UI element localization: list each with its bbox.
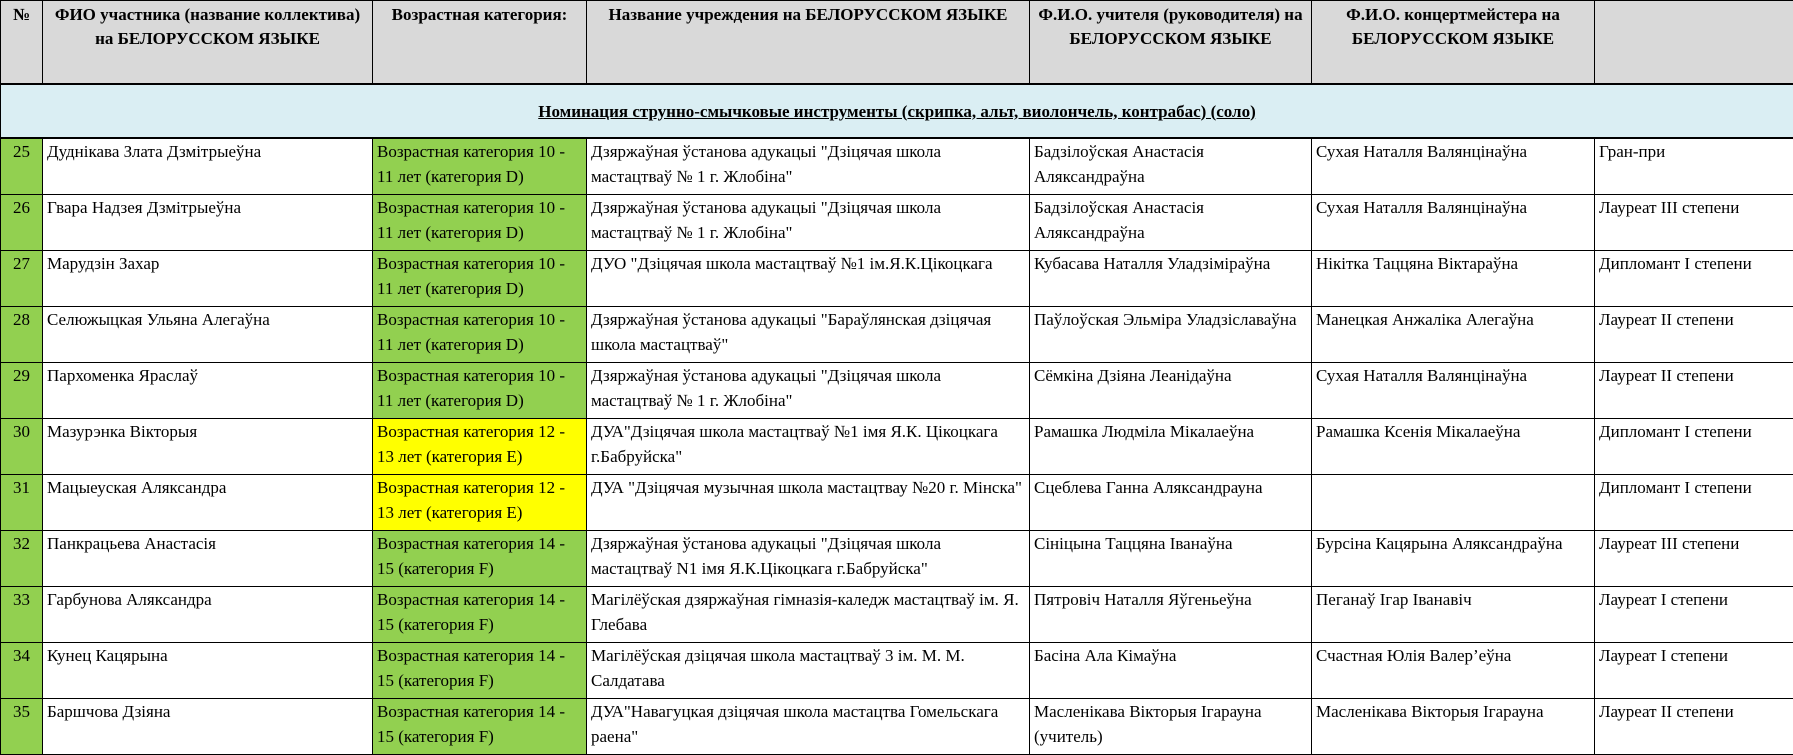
table-row: [1, 643, 1793, 699]
cell-accompanist[interactable]: Масленікава Вікторыя Ігарауна: [1312, 699, 1595, 755]
nomination-row: [1, 84, 1793, 138]
cell-accompanist[interactable]: Манецкая Анжаліка Алегаўна: [1312, 307, 1595, 363]
cell-number[interactable]: 26: [1, 195, 43, 251]
cell-institution[interactable]: Дзяржаўная ўстанова адукацыі "Дзіцячая школа мастацтваў № 1 г. Жлобіна": [587, 138, 1030, 195]
cell-number[interactable]: 29: [1, 363, 43, 419]
cell-number[interactable]: 31: [1, 475, 43, 531]
cell-institution[interactable]: Дзяржаўная ўстанова адукацыі "Дзіцячая школа мастацтваў N1 імя Я.К.Цікоцкага г.Бабруйска": [587, 531, 1030, 587]
cell-participant[interactable]: Пархоменка Яраслаў: [43, 363, 373, 419]
cell-award[interactable]: Лауреат II степени: [1595, 363, 1793, 419]
table-row: [1, 195, 1793, 251]
header-participant[interactable]: ФИО участника (название коллектива) на БЕЛОРУССКОМ ЯЗЫКЕ: [43, 1, 373, 85]
header-teacher[interactable]: Ф.И.О. учителя (руководителя) на БЕЛОРУССКОМ ЯЗЫКЕ: [1030, 1, 1312, 85]
cell-accompanist[interactable]: Нікітка Таццяна Віктараўна: [1312, 251, 1595, 307]
cell-accompanist[interactable]: Пеганаў Ігар Іванавіч: [1312, 587, 1595, 643]
cell-number[interactable]: 34: [1, 643, 43, 699]
cell-institution[interactable]: ДУА"Дзіцячая школа мастацтваў №1 імя Я.К. Цікоцкага г.Бабруйска": [587, 419, 1030, 475]
cell-age-category[interactable]: Возрастная категория 10 - 11 лет (категория D): [373, 138, 587, 195]
cell-age-category[interactable]: Возрастная категория 14 - 15 (категория F): [373, 587, 587, 643]
cell-age-category[interactable]: Возрастная категория 14 - 15 (категория F): [373, 531, 587, 587]
cell-participant[interactable]: Селюжыцкая Ульяна Алегаўна: [43, 307, 373, 363]
cell-number[interactable]: 27: [1, 251, 43, 307]
cell-institution[interactable]: Дзяржаўная ўстанова адукацыі "Дзіцячая школа мастацтваў № 1 г. Жлобіна": [587, 363, 1030, 419]
cell-institution[interactable]: ДУО "Дзіцячая школа мастацтваў №1 ім.Я.К.Цікоцкага: [587, 251, 1030, 307]
cell-award[interactable]: Лауреат I степени: [1595, 587, 1793, 643]
cell-age-category[interactable]: Возрастная категория 10 - 11 лет (категория D): [373, 307, 587, 363]
cell-participant[interactable]: Мацыеуская Аляксандра: [43, 475, 373, 531]
cell-accompanist[interactable]: Сухая Наталля Валянцінаўна: [1312, 195, 1595, 251]
cell-age-category[interactable]: Возрастная категория 14 - 15 (категория F): [373, 643, 587, 699]
cell-award[interactable]: Дипломант I степени: [1595, 251, 1793, 307]
cell-age-category[interactable]: Возрастная категория 12 - 13 лет (категория E): [373, 475, 587, 531]
table-row: [1, 419, 1793, 475]
cell-award[interactable]: Лауреат III степени: [1595, 531, 1793, 587]
cell-accompanist[interactable]: Бурсіна Кацярына Аляксандраўна: [1312, 531, 1595, 587]
cell-accompanist[interactable]: Сухая Наталля Валянцінаўна: [1312, 138, 1595, 195]
cell-number[interactable]: 30: [1, 419, 43, 475]
cell-teacher[interactable]: Масленікава Вікторыя Ігарауна (учитель): [1030, 699, 1312, 755]
cell-teacher[interactable]: Сцеблева Ганна Аляксандрауна: [1030, 475, 1312, 531]
cell-participant[interactable]: Дуднікава Злата Дзмітрыеўна: [43, 138, 373, 195]
cell-teacher[interactable]: Сёмкіна Дзіяна Леанідаўна: [1030, 363, 1312, 419]
nomination-title[interactable]: Номинация струнно-смычковые инструменты (скрипка, альт, виолончель, контрабас) (соло): [1, 84, 1793, 138]
cell-award[interactable]: Лауреат II степени: [1595, 699, 1793, 755]
cell-award[interactable]: Лауреат I степени: [1595, 643, 1793, 699]
header-accompanist[interactable]: Ф.И.О. концертмейстера на БЕЛОРУССКОМ ЯЗЫКЕ: [1312, 1, 1595, 85]
cell-participant[interactable]: Марудзін Захар: [43, 251, 373, 307]
cell-award[interactable]: Дипломант I степени: [1595, 419, 1793, 475]
table-row: [1, 138, 1793, 195]
cell-accompanist[interactable]: [1312, 475, 1595, 531]
cell-participant[interactable]: Кунец Кацярына: [43, 643, 373, 699]
cell-number[interactable]: 32: [1, 531, 43, 587]
header-age-category[interactable]: Возрастная категория:: [373, 1, 587, 85]
cell-award[interactable]: Лауреат III степени: [1595, 195, 1793, 251]
cell-institution[interactable]: Магілёўская дзяржаўная гімназія-каледж мастацтваў ім. Я. Глебава: [587, 587, 1030, 643]
cell-teacher[interactable]: Басіна Ала Кімаўна: [1030, 643, 1312, 699]
cell-teacher[interactable]: Кубасава Наталля Уладзіміраўна: [1030, 251, 1312, 307]
cell-participant[interactable]: Баршчова Дзіяна: [43, 699, 373, 755]
cell-number[interactable]: 25: [1, 138, 43, 195]
cell-teacher[interactable]: Рамашка Людміла Мікалаеўна: [1030, 419, 1312, 475]
cell-age-category[interactable]: Возрастная категория 12 - 13 лет (категория E): [373, 419, 587, 475]
cell-institution[interactable]: Дзяржаўная ўстанова адукацыі "Бараўлянская дзіцячая школа мастацтваў": [587, 307, 1030, 363]
header-award[interactable]: [1595, 1, 1793, 85]
cell-teacher[interactable]: Бадзілоўская Анастасія Аляксандраўна: [1030, 138, 1312, 195]
header-number[interactable]: №: [1, 1, 43, 85]
cell-number[interactable]: 28: [1, 307, 43, 363]
cell-participant[interactable]: Гарбунова Аляксандра: [43, 587, 373, 643]
cell-number[interactable]: 33: [1, 587, 43, 643]
cell-institution[interactable]: ДУА"Навагуцкая дзіцячая школа мастацтва Гомельскага раена": [587, 699, 1030, 755]
header-row: [1, 1, 1793, 85]
table-row: [1, 531, 1793, 587]
table-row: [1, 363, 1793, 419]
cell-accompanist[interactable]: Рамашка Ксенія Мікалаеўна: [1312, 419, 1595, 475]
cell-institution[interactable]: Магілёўская дзіцячая школа мастацтваў 3 ім. М. М. Салдатава: [587, 643, 1030, 699]
cell-accompanist[interactable]: Счастная Юлія Валер’еўна: [1312, 643, 1595, 699]
cell-award[interactable]: Дипломант I степени: [1595, 475, 1793, 531]
table-row: [1, 251, 1793, 307]
table-row: [1, 699, 1793, 755]
cell-institution[interactable]: Дзяржаўная ўстанова адукацыі "Дзіцячая школа мастацтваў № 1 г. Жлобіна": [587, 195, 1030, 251]
cell-teacher[interactable]: Пятровіч Наталля Яўгеньеўна: [1030, 587, 1312, 643]
cell-age-category[interactable]: Возрастная категория 14 - 15 (категория F): [373, 699, 587, 755]
cell-number[interactable]: 35: [1, 699, 43, 755]
cell-age-category[interactable]: Возрастная категория 10 - 11 лет (категория D): [373, 195, 587, 251]
cell-age-category[interactable]: Возрастная категория 10 - 11 лет (категория D): [373, 251, 587, 307]
cell-participant[interactable]: Панкрацьева Анастасія: [43, 531, 373, 587]
cell-accompanist[interactable]: Сухая Наталля Валянцінаўна: [1312, 363, 1595, 419]
header-institution[interactable]: Название учреждения на БЕЛОРУССКОМ ЯЗЫКЕ: [587, 1, 1030, 85]
table-row: [1, 587, 1793, 643]
cell-teacher[interactable]: Паўлоўская Эльміра Уладзіславаўна: [1030, 307, 1312, 363]
cell-institution[interactable]: ДУА "Дзіцячая музычная школа мастацтвау №20 г. Мінска": [587, 475, 1030, 531]
cell-participant[interactable]: Гвара Надзея Дзмітрыеўна: [43, 195, 373, 251]
cell-teacher[interactable]: Бадзілоўская Анастасія Аляксандраўна: [1030, 195, 1312, 251]
table-row: [1, 307, 1793, 363]
cell-teacher[interactable]: Сініцына Таццяна Іванаўна: [1030, 531, 1312, 587]
cell-award[interactable]: Лауреат II степени: [1595, 307, 1793, 363]
table-row: [1, 475, 1793, 531]
cell-participant[interactable]: Мазурэнка Вікторыя: [43, 419, 373, 475]
cell-award[interactable]: Гран-при: [1595, 138, 1793, 195]
cell-age-category[interactable]: Возрастная категория 10 - 11 лет (категория D): [373, 363, 587, 419]
